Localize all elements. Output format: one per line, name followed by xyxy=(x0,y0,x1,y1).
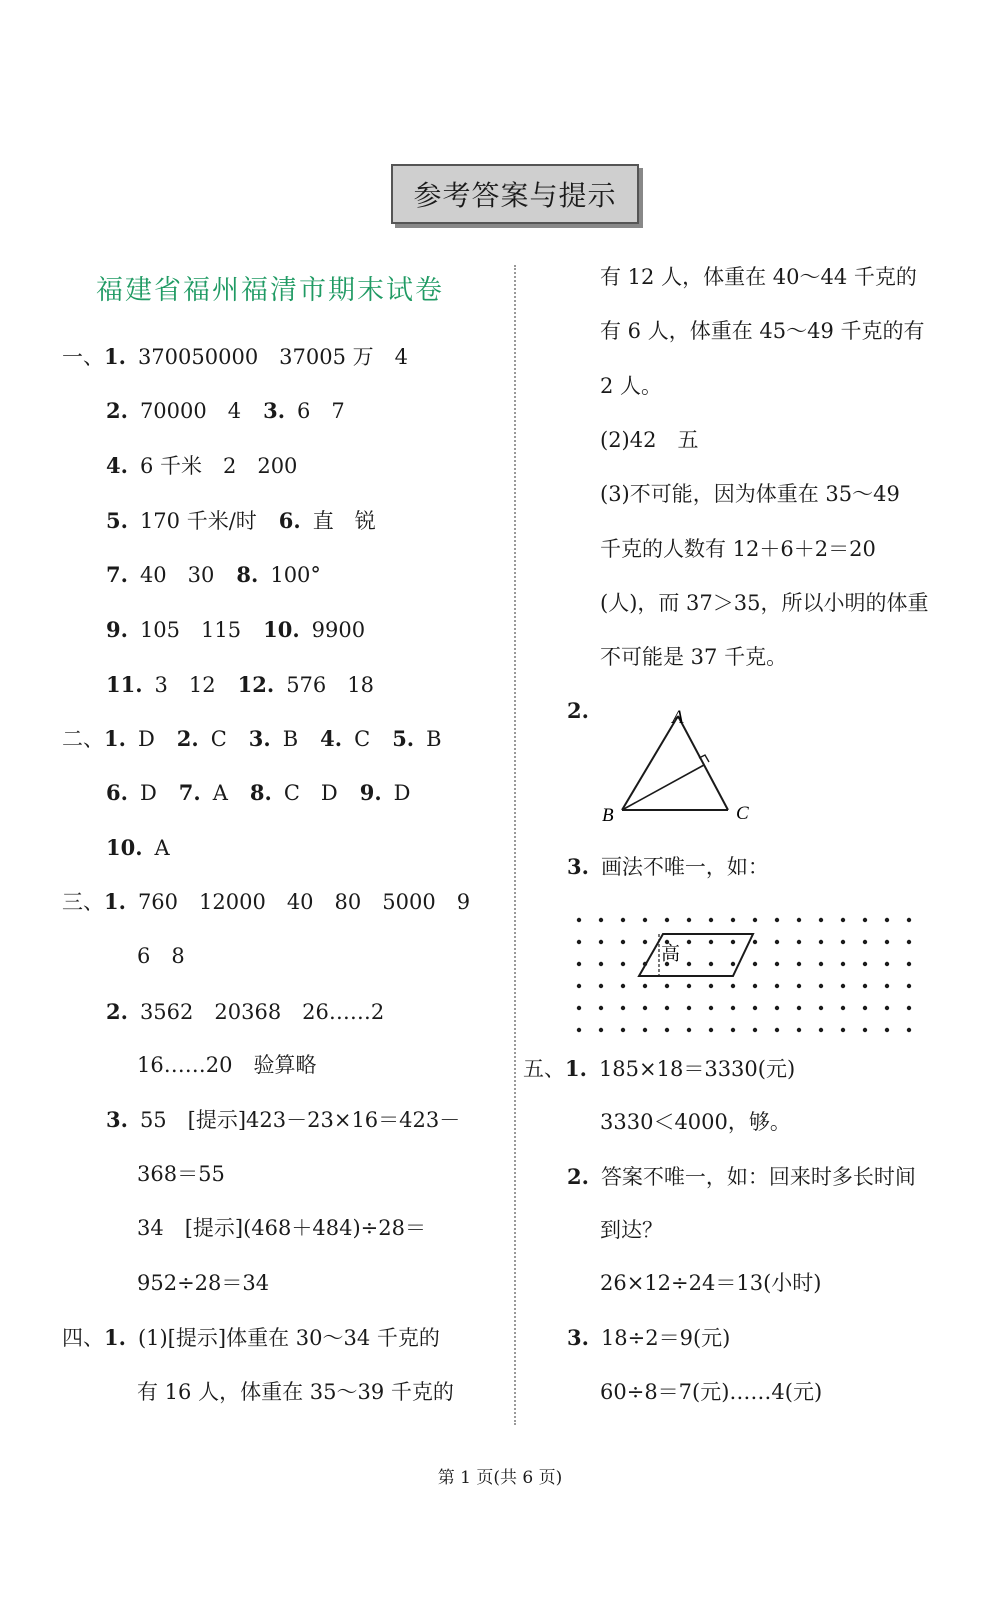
answer-text: C xyxy=(210,727,227,751)
grid-dot xyxy=(797,984,801,988)
answer-text: 3 12 xyxy=(154,673,216,697)
s3-q3-line4: 952÷28＝34 xyxy=(137,1271,270,1295)
grid-dot xyxy=(775,1028,779,1032)
q-number: 1. xyxy=(104,726,126,751)
grid-dot xyxy=(841,984,845,988)
r-line-2: 有 6 人，体重在 45～49 千克的有 xyxy=(600,319,925,343)
grid-dot xyxy=(863,962,867,966)
grid-dot xyxy=(687,1006,691,1010)
grid-dot xyxy=(577,918,581,922)
q-number: 1. xyxy=(104,889,126,914)
q-number: 8. xyxy=(236,562,259,587)
s2-q10-line xyxy=(106,837,170,859)
r-line-5: (3)不可能，因为体重在 35～49 xyxy=(600,482,900,506)
grid-dot xyxy=(709,918,713,922)
grid-dot xyxy=(907,1028,911,1032)
q-number: 7. xyxy=(178,780,201,805)
q-number: 1. xyxy=(104,344,126,369)
grid-dot xyxy=(797,918,801,922)
s4-q1-line xyxy=(62,1327,440,1349)
q-number: 3. xyxy=(567,854,589,879)
q-number: 11. xyxy=(106,672,143,697)
answer-text: 760 12000 40 80 5000 9 xyxy=(137,890,471,914)
parallelogram xyxy=(639,934,753,976)
grid-dot xyxy=(863,984,867,988)
grid-dot xyxy=(907,962,911,966)
q-number: 1. xyxy=(104,1325,126,1350)
s5-q2-line2: 到达？ xyxy=(600,1218,663,1242)
grid-dot xyxy=(907,1006,911,1010)
grid-dot xyxy=(687,962,691,966)
s5-q1-line2: 3330＜4000，够。 xyxy=(600,1110,791,1134)
grid-dot xyxy=(753,984,757,988)
grid-dot xyxy=(775,918,779,922)
answer-text: 55 [提示]423－23×16＝423－ xyxy=(139,1108,461,1132)
q-number: 3. xyxy=(263,398,286,423)
grid-dot xyxy=(885,1006,889,1010)
column-divider xyxy=(514,265,516,1425)
grid-dot xyxy=(885,962,889,966)
q-number: 3. xyxy=(248,726,271,751)
grid-dot xyxy=(643,1006,647,1010)
section-label: 五、 xyxy=(523,1057,565,1081)
grid-dot xyxy=(665,918,669,922)
answer-text: A xyxy=(154,836,170,860)
grid-dot xyxy=(621,984,625,988)
q-number: 2. xyxy=(567,1164,589,1189)
grid-dot xyxy=(775,962,779,966)
grid-dot xyxy=(753,1006,757,1010)
dot-grid-figure xyxy=(575,920,935,1040)
q-number: 6. xyxy=(106,780,128,805)
answer-text: C D xyxy=(283,781,338,805)
grid-dot xyxy=(731,1028,735,1032)
grid-dot xyxy=(731,940,735,944)
page-footer: 第 1 页(共 6 页) xyxy=(437,1468,563,1488)
q-number: 7. xyxy=(106,562,128,587)
r-q2-number: 2. xyxy=(567,698,589,723)
triangle-figure xyxy=(602,706,760,830)
grid-dot xyxy=(819,940,823,944)
s5-q2-line xyxy=(567,1166,916,1188)
grid-dot xyxy=(643,1028,647,1032)
answer-text: 6 7 xyxy=(297,399,345,423)
grid-dot xyxy=(599,918,603,922)
s1-q9-line xyxy=(106,619,365,641)
grid-dot xyxy=(907,940,911,944)
s4-q1-line2: 有 16 人，体重在 35～39 千克的 xyxy=(137,1380,454,1404)
grid-dot xyxy=(577,962,581,966)
grid-dot xyxy=(621,962,625,966)
grid-dot xyxy=(775,1006,779,1010)
q-number: 1. xyxy=(565,1056,587,1081)
r-line-3: 2 人。 xyxy=(600,374,663,398)
grid-dot xyxy=(797,940,801,944)
grid-dot xyxy=(577,1006,581,1010)
answer-text: 576 18 xyxy=(286,673,374,697)
grid-dot xyxy=(621,918,625,922)
s3-q3-line2: 368＝55 xyxy=(137,1162,225,1186)
vertex-label-c: C xyxy=(736,802,749,824)
grid-dot xyxy=(643,918,647,922)
answer-text: 6 千米 2 200 xyxy=(139,454,298,478)
q-number: 10. xyxy=(263,617,300,642)
grid-dot xyxy=(709,962,713,966)
grid-dot xyxy=(599,1028,603,1032)
q-number: 4. xyxy=(106,453,128,478)
grid-dot xyxy=(687,1028,691,1032)
r-line-7: (人)，而 37＞35，所以小明的体重 xyxy=(600,591,929,615)
r-line-4: (2)42 五 xyxy=(600,428,699,452)
s1-q11-line xyxy=(106,674,374,696)
grid-dot xyxy=(577,984,581,988)
grid-dot xyxy=(797,1028,801,1032)
answer-text: B xyxy=(426,727,442,751)
s5-q2-line3: 26×12÷24＝13(小时) xyxy=(600,1271,822,1295)
grid-dot xyxy=(797,1006,801,1010)
grid-dot xyxy=(687,984,691,988)
s1-q5-line xyxy=(106,510,376,532)
s5-q1-line xyxy=(523,1058,795,1080)
grid-dot xyxy=(841,940,845,944)
grid-dot xyxy=(885,918,889,922)
grid-dot xyxy=(753,1028,757,1032)
grid-dot xyxy=(753,962,757,966)
q-number: 4. xyxy=(320,726,343,751)
grid-dot xyxy=(665,1006,669,1010)
answer-text: D xyxy=(393,781,411,805)
grid-dot xyxy=(863,1028,867,1032)
q-number: 9. xyxy=(359,780,382,805)
q-number: 6. xyxy=(278,508,301,533)
grid-dot xyxy=(665,984,669,988)
grid-dot xyxy=(775,940,779,944)
q-number: 2. xyxy=(106,398,128,423)
section-label: 三、 xyxy=(62,890,104,914)
grid-dot xyxy=(841,918,845,922)
grid-dot xyxy=(687,918,691,922)
s3-q2-cont: 16……20 验算略 xyxy=(137,1053,317,1077)
section-label: 四、 xyxy=(62,1326,104,1350)
q-number: 5. xyxy=(392,726,415,751)
s3-q2-line xyxy=(106,1001,384,1023)
answer-text: D xyxy=(137,727,155,751)
grid-dot xyxy=(819,962,823,966)
section-label: 一、 xyxy=(62,345,104,369)
grid-dot xyxy=(863,1006,867,1010)
grid-dot xyxy=(599,962,603,966)
grid-dot xyxy=(885,940,889,944)
grid-dot xyxy=(621,1028,625,1032)
s1-q2-line xyxy=(106,400,345,422)
grid-dot xyxy=(753,918,757,922)
answer-text: D xyxy=(139,781,157,805)
answer-text: 画法不唯一，如： xyxy=(600,855,769,879)
grid-dot xyxy=(819,1028,823,1032)
s3-q3-line xyxy=(106,1109,460,1131)
grid-dot xyxy=(599,984,603,988)
r-line-1: 有 12 人，体重在 40～44 千克的 xyxy=(600,265,917,289)
q-number: 8. xyxy=(249,780,272,805)
answer-text: 直 锐 xyxy=(312,509,376,533)
s5-q3-line xyxy=(567,1327,730,1349)
grid-dot xyxy=(907,984,911,988)
q-number: 3. xyxy=(567,1325,589,1350)
s1-q1-line xyxy=(62,346,408,368)
grid-dot xyxy=(643,984,647,988)
q-number: 2. xyxy=(176,726,199,751)
q-number: 12. xyxy=(237,672,275,697)
grid-dot xyxy=(907,918,911,922)
grid-dot xyxy=(709,940,713,944)
q-number: 3. xyxy=(106,1107,128,1132)
s1-q7-line xyxy=(106,564,321,586)
answer-text: C xyxy=(354,727,371,751)
grid-dot xyxy=(731,984,735,988)
grid-dot xyxy=(797,962,801,966)
grid-dot xyxy=(775,984,779,988)
answer-text: 170 千米/时 xyxy=(139,509,257,533)
grid-dot xyxy=(621,1006,625,1010)
grid-dot xyxy=(885,1028,889,1032)
grid-dot xyxy=(819,984,823,988)
grid-dot xyxy=(753,940,757,944)
s2-q6-line xyxy=(106,782,411,804)
r-q3-line xyxy=(567,856,769,878)
page-header-title: 参考答案与提示 xyxy=(413,179,617,212)
answer-text: 18÷2＝9(元) xyxy=(600,1326,731,1350)
q-number: 9. xyxy=(106,617,128,642)
answer-text: 100° xyxy=(270,563,321,587)
grid-dot xyxy=(731,962,735,966)
grid-dot xyxy=(863,940,867,944)
grid-dot xyxy=(841,962,845,966)
q-number: 5. xyxy=(106,508,128,533)
r-line-8: 不可能是 37 千克。 xyxy=(600,645,788,669)
grid-dot xyxy=(885,984,889,988)
grid-dot xyxy=(709,1028,713,1032)
answer-text: 答案不唯一，如：回来时多长时间 xyxy=(600,1165,916,1189)
section-label: 二、 xyxy=(62,727,104,751)
grid-dot xyxy=(577,940,581,944)
s2-q1-line xyxy=(62,728,442,750)
grid-dot xyxy=(709,984,713,988)
s3-q1-line xyxy=(62,891,470,913)
answer-text: A xyxy=(212,781,228,805)
q-number: 10. xyxy=(106,835,143,860)
grid-dot xyxy=(621,940,625,944)
grid-dot xyxy=(863,918,867,922)
vertex-label-b: B xyxy=(602,804,614,826)
page-header-box xyxy=(391,164,639,224)
s5-q3-line2: 60÷8＝7(元)……4(元) xyxy=(600,1380,823,1404)
answer-text: B xyxy=(282,727,299,751)
grid-dot xyxy=(687,940,691,944)
q-number: 2. xyxy=(106,999,128,1024)
height-label: 高 xyxy=(661,942,681,965)
exam-title: 福建省福州福清市期末试卷 xyxy=(96,275,444,306)
s3-q3-line3: 34 [提示](468＋484)÷28＝ xyxy=(137,1216,426,1240)
answer-text: 9900 xyxy=(311,618,366,642)
answer-text: 370050000 37005 万 4 xyxy=(137,345,409,369)
grid-dot xyxy=(643,940,647,944)
answer-text: 3562 20368 26……2 xyxy=(139,1000,385,1024)
answer-text: 70000 4 xyxy=(139,399,242,423)
answer-text: 185×18＝3330(元) xyxy=(598,1057,796,1081)
answer-text: 105 115 xyxy=(139,618,242,642)
s1-q4-line xyxy=(106,455,297,477)
s3-q1-cont: 6 8 xyxy=(137,944,185,968)
grid-dot xyxy=(819,1006,823,1010)
grid-dot xyxy=(599,1006,603,1010)
grid-dot xyxy=(731,1006,735,1010)
grid-dot xyxy=(819,918,823,922)
grid-dot xyxy=(731,918,735,922)
answer-text: 40 30 xyxy=(139,563,215,587)
vertex-label-a: A xyxy=(672,706,684,728)
r-line-6: 千克的人数有 12＋6＋2＝20 xyxy=(600,537,876,561)
grid-dot xyxy=(709,1006,713,1010)
grid-dot xyxy=(577,1028,581,1032)
grid-dot xyxy=(841,1028,845,1032)
answer-text: (1)[提示]体重在 30～34 千克的 xyxy=(137,1326,440,1350)
grid-dot xyxy=(599,940,603,944)
grid-dot xyxy=(841,1006,845,1010)
grid-dot xyxy=(665,1028,669,1032)
